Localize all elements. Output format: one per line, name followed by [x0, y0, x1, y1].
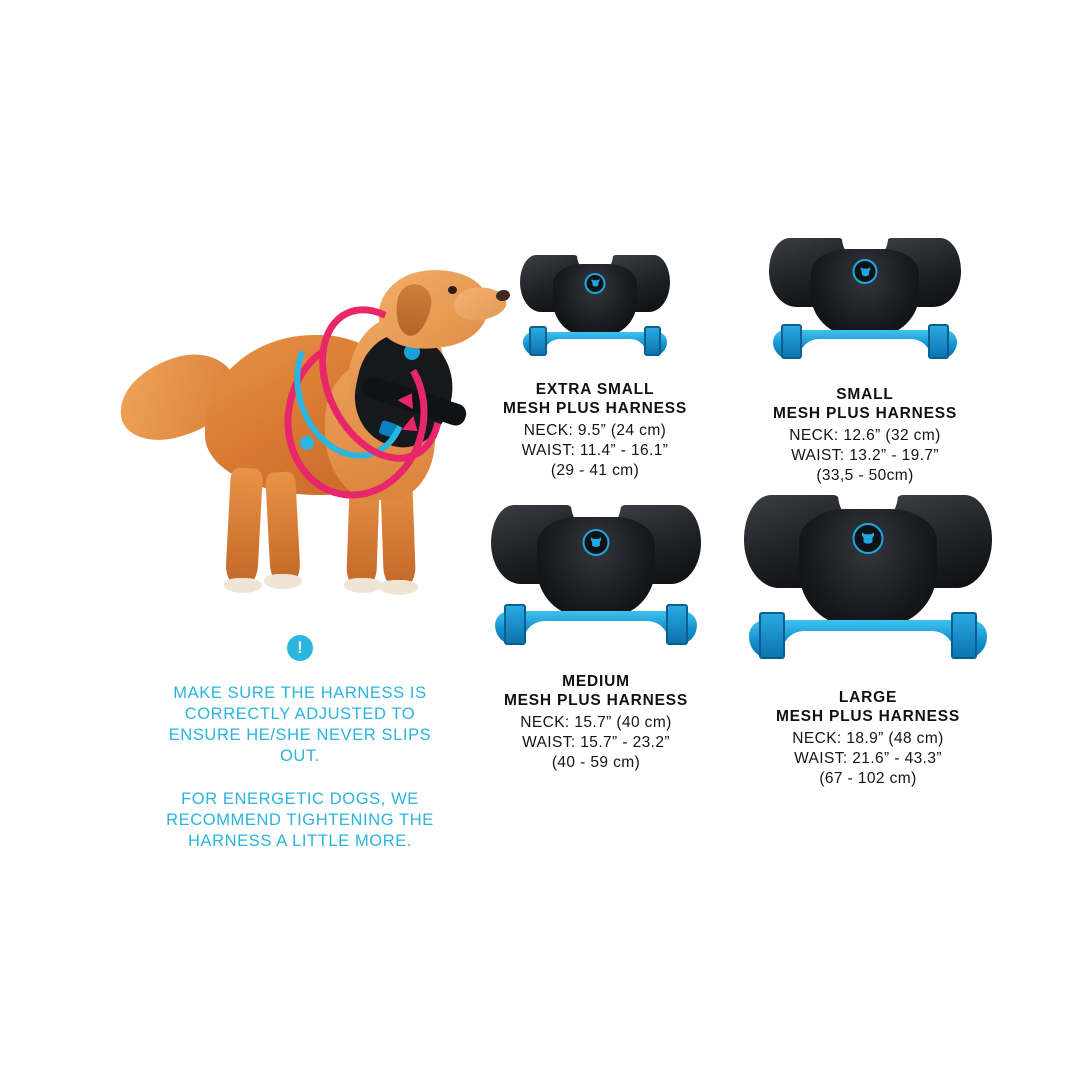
dog-eye — [448, 286, 457, 294]
dog-paw — [224, 578, 262, 593]
product-spec-neck: NECK: 9.5” (24 cm) — [523, 422, 667, 439]
product-spec-waist-metric: (67 - 102 cm) — [819, 770, 917, 787]
product-name-label: MESH PLUS HARNESS — [775, 708, 961, 725]
product-spec-neck: NECK: 18.9” (48 cm) — [792, 730, 944, 747]
harness-image-large — [744, 495, 992, 673]
harness-strap-cutout — [543, 339, 647, 356]
dog-photo — [110, 240, 490, 600]
harness-buckle-left — [759, 612, 785, 659]
harness-buckle-right — [928, 324, 949, 360]
harness-strap-cutout — [799, 339, 932, 360]
product-card-small[interactable] — [720, 238, 1010, 486]
harness-buckle-right — [644, 326, 662, 356]
dog-leg — [225, 467, 263, 587]
brand-dog-logo-icon — [583, 529, 610, 556]
product-spec-waist: WAIST: 15.7” - 23.2” — [522, 734, 670, 751]
dog-paw — [264, 574, 302, 589]
exclamation-icon: ! — [287, 635, 313, 661]
dog-measurement-illustration — [110, 240, 490, 600]
product-spec-neck: NECK: 15.7” (40 cm) — [520, 714, 672, 731]
product-spec-waist-metric: (40 - 59 cm) — [551, 754, 641, 771]
brand-dog-logo-icon — [853, 259, 878, 284]
harness-image-small — [769, 238, 961, 370]
harness-strap-cutout — [523, 621, 668, 645]
note-paragraph-2: FOR ENERGETIC DOGS, WE RECOMMEND TIGHTENING THE HARNESS A LITTLE MORE. — [166, 790, 434, 850]
brand-dog-logo-icon — [585, 273, 606, 294]
product-size-label: LARGE — [838, 689, 898, 706]
note-paragraph-1: MAKE SURE THE HARNESS IS CORRECTLY ADJUSTED TO ENSURE HE/SHE NEVER SLIPS OUT. — [168, 684, 432, 765]
harness-buckle-left — [504, 604, 527, 644]
harness-buckle-left — [529, 326, 547, 356]
harness-image-medium — [491, 505, 701, 657]
brand-dog-logo-icon — [853, 523, 884, 554]
product-spec-waist: WAIST: 13.2” - 19.7” — [791, 447, 939, 464]
product-name-label: MESH PLUS HARNESS — [502, 400, 688, 417]
dog-paw — [380, 580, 418, 595]
product-spec-waist: WAIST: 11.4” - 16.1” — [521, 442, 669, 459]
product-size-label: SMALL — [836, 386, 894, 403]
dog-leg — [265, 471, 301, 584]
product-card-medium[interactable] — [462, 505, 730, 773]
product-spec-waist-metric: (29 - 41 cm) — [550, 462, 640, 479]
product-card-large[interactable] — [718, 495, 1018, 789]
harness-buckle-right — [951, 612, 977, 659]
neck-measurement-loop-end-icon — [300, 436, 314, 450]
product-size-label: MEDIUM — [562, 673, 630, 690]
product-card-extra-small[interactable] — [470, 255, 720, 481]
harness-image-extra-small — [520, 255, 670, 365]
harness-buckle-right — [666, 604, 689, 644]
product-size-label: EXTRA SMALL — [535, 381, 655, 398]
product-name-label: MESH PLUS HARNESS — [503, 692, 689, 709]
product-spec-neck: NECK: 12.6” (32 cm) — [789, 427, 941, 444]
harness-buckle-left — [781, 324, 802, 360]
dog-paw — [344, 578, 382, 593]
fit-advice-note — [155, 635, 445, 874]
product-spec-waist: WAIST: 21.6” - 43.3” — [794, 750, 942, 767]
product-name-label: MESH PLUS HARNESS — [772, 405, 958, 422]
product-spec-waist-metric: (33,5 - 50cm) — [816, 467, 914, 484]
harness-strap-cutout — [782, 631, 953, 659]
